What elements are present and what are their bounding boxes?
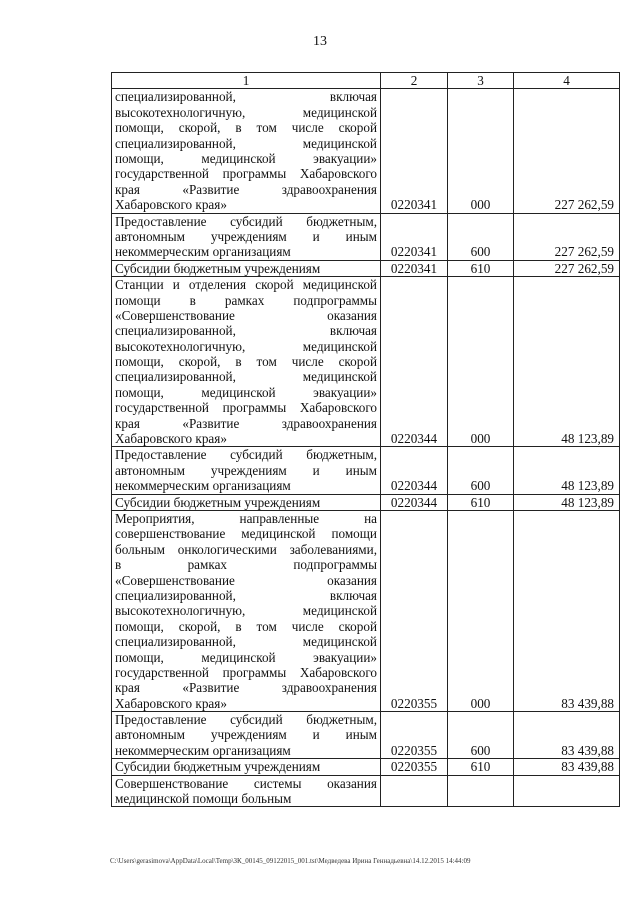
row-name-line: помощи в рамках подпрограммы	[115, 292, 377, 308]
row-name-line: Предоставление субсидий бюджетным,	[115, 712, 377, 728]
row-amount	[514, 775, 620, 807]
row-name-line: автономным учреждениям и иным	[115, 727, 377, 743]
row-name-line: Мероприятия, направленные на	[115, 510, 377, 526]
table-row	[112, 260, 620, 276]
row-name-line: высокотехнологичную, медицинской	[115, 104, 377, 120]
table-row	[112, 510, 620, 711]
row-amount: 48 123,89	[514, 494, 620, 510]
row-amount: 48 123,89	[514, 277, 620, 447]
row-expense-type-code: 610	[448, 494, 514, 510]
page-number: 13	[313, 34, 327, 49]
row-name-line: государственной программы Хабаровского	[115, 166, 377, 182]
table-row	[112, 775, 620, 807]
row-target-code: 0220341	[381, 89, 448, 213]
row-name-line: специализированной, медицинской	[115, 634, 377, 650]
row-target-code: 0220344	[381, 494, 448, 510]
row-name-cell	[112, 447, 381, 494]
header-col-3: 3	[448, 73, 514, 89]
row-target-code: 0220341	[381, 213, 448, 260]
row-amount: 48 123,89	[514, 447, 620, 494]
row-name-line: Станции и отделения скорой медицинской	[115, 277, 377, 293]
table-row	[112, 712, 620, 759]
header-col-2: 2	[381, 73, 448, 89]
table-row	[112, 494, 620, 510]
row-name-line: помощи, медицинской эвакуации»	[115, 384, 377, 400]
table-row	[112, 447, 620, 494]
row-name-line: специализированной, медицинской	[115, 135, 377, 151]
row-target-code: 0220355	[381, 759, 448, 775]
row-name-line: Предоставление субсидий бюджетным,	[115, 213, 377, 229]
row-target-code: 0220344	[381, 277, 448, 447]
row-name-cell	[112, 277, 381, 447]
table-row	[112, 213, 620, 260]
row-amount: 83 439,88	[514, 759, 620, 775]
row-name-cell	[112, 775, 381, 807]
table-row	[112, 277, 620, 447]
row-name-line: специализированной, включая	[115, 89, 377, 105]
row-name-cell	[112, 260, 381, 276]
row-name-line: больным онкологическими заболеваниями,	[115, 541, 377, 557]
row-expense-type-code: 000	[448, 89, 514, 213]
row-name-line: помощи, медицинской эвакуации»	[115, 150, 377, 166]
row-name-line: края «Развитие здравоохранения	[115, 181, 377, 197]
row-amount: 83 439,88	[514, 510, 620, 711]
row-name-line: Субсидии бюджетным учреждениям	[115, 260, 321, 276]
row-expense-type-code	[448, 775, 514, 807]
row-name-line: высокотехнологичную, медицинской	[115, 338, 377, 354]
table-row	[112, 759, 620, 775]
row-amount: 227 262,59	[514, 213, 620, 260]
row-name-line: «Совершенствование оказания	[115, 307, 377, 323]
row-target-code	[381, 775, 448, 807]
row-target-code: 0220355	[381, 712, 448, 759]
header-col-4: 4	[514, 73, 620, 89]
row-amount: 227 262,59	[514, 260, 620, 276]
row-name-cell	[112, 712, 381, 759]
budget-table	[111, 72, 620, 807]
row-amount: 227 262,59	[514, 89, 620, 213]
row-name-line: автономным учреждениям и иным	[115, 462, 377, 478]
row-name-line: помощи, скорой, в том числе скорой	[115, 120, 377, 136]
row-amount: 83 439,88	[514, 712, 620, 759]
row-expense-type-code: 600	[448, 213, 514, 260]
row-expense-type-code: 600	[448, 447, 514, 494]
row-target-code: 0220355	[381, 510, 448, 711]
row-name-line: государственной программы Хабаровского	[115, 664, 377, 680]
row-name-line: автономным учреждениям и иным	[115, 228, 377, 244]
row-name-cell	[112, 759, 381, 775]
row-name-line: некоммерческим организациям	[115, 742, 291, 758]
header-col-1: 1	[112, 73, 381, 89]
row-name-line: помощи, скорой, в том числе скорой	[115, 354, 377, 370]
row-name-line: помощи, скорой, в том числе скорой	[115, 618, 377, 634]
row-name-line: некоммерческим организациям	[115, 244, 291, 260]
row-name-line: в рамках подпрограммы	[115, 557, 377, 573]
row-name-line: Субсидии бюджетным учреждениям	[115, 494, 321, 510]
row-expense-type-code: 000	[448, 510, 514, 711]
row-name-cell	[112, 213, 381, 260]
row-name-line: края «Развитие здравоохранения	[115, 680, 377, 696]
row-name-line: Совершенствование системы оказания	[115, 775, 377, 791]
row-name-line: Хабаровского края»	[115, 431, 227, 447]
row-name-line: Субсидии бюджетным учреждениям	[115, 759, 321, 775]
row-name-line: государственной программы Хабаровского	[115, 400, 377, 416]
row-expense-type-code: 610	[448, 260, 514, 276]
row-name-line: медицинской помощи больным	[115, 791, 292, 807]
row-expense-type-code: 610	[448, 759, 514, 775]
row-name-line: Хабаровского края»	[115, 695, 227, 711]
row-expense-type-code: 000	[448, 277, 514, 447]
row-name-line: специализированной, включая	[115, 323, 377, 339]
row-name-line: специализированной, включая	[115, 587, 377, 603]
footer-file-path: C:\Users\gerasimova\AppData\Local\Temp\ЗК_00145_09122015_001.tst\Медведева Ирина Геннадьевна\14.12.2015 14:44:09	[110, 857, 471, 865]
row-target-code: 0220344	[381, 447, 448, 494]
row-name-cell	[112, 494, 381, 510]
row-expense-type-code: 600	[448, 712, 514, 759]
row-name-line: помощи, медицинской эвакуации»	[115, 649, 377, 665]
row-name-line: некоммерческим организациям	[115, 478, 291, 494]
row-name-line: Хабаровского края»	[115, 197, 227, 213]
row-name-cell	[112, 510, 381, 711]
row-name-line: «Совершенствование оказания	[115, 572, 377, 588]
row-name-line: специализированной, медицинской	[115, 369, 377, 385]
row-name-line: совершенствование медицинской помощи	[115, 526, 377, 542]
row-name-line: высокотехнологичную, медицинской	[115, 603, 377, 619]
row-name-cell	[112, 89, 381, 213]
table-row	[112, 89, 620, 213]
row-name-line: Предоставление субсидий бюджетным,	[115, 447, 377, 463]
row-target-code: 0220341	[381, 260, 448, 276]
table-header-row	[112, 73, 620, 89]
row-name-line: края «Развитие здравоохранения	[115, 415, 377, 431]
